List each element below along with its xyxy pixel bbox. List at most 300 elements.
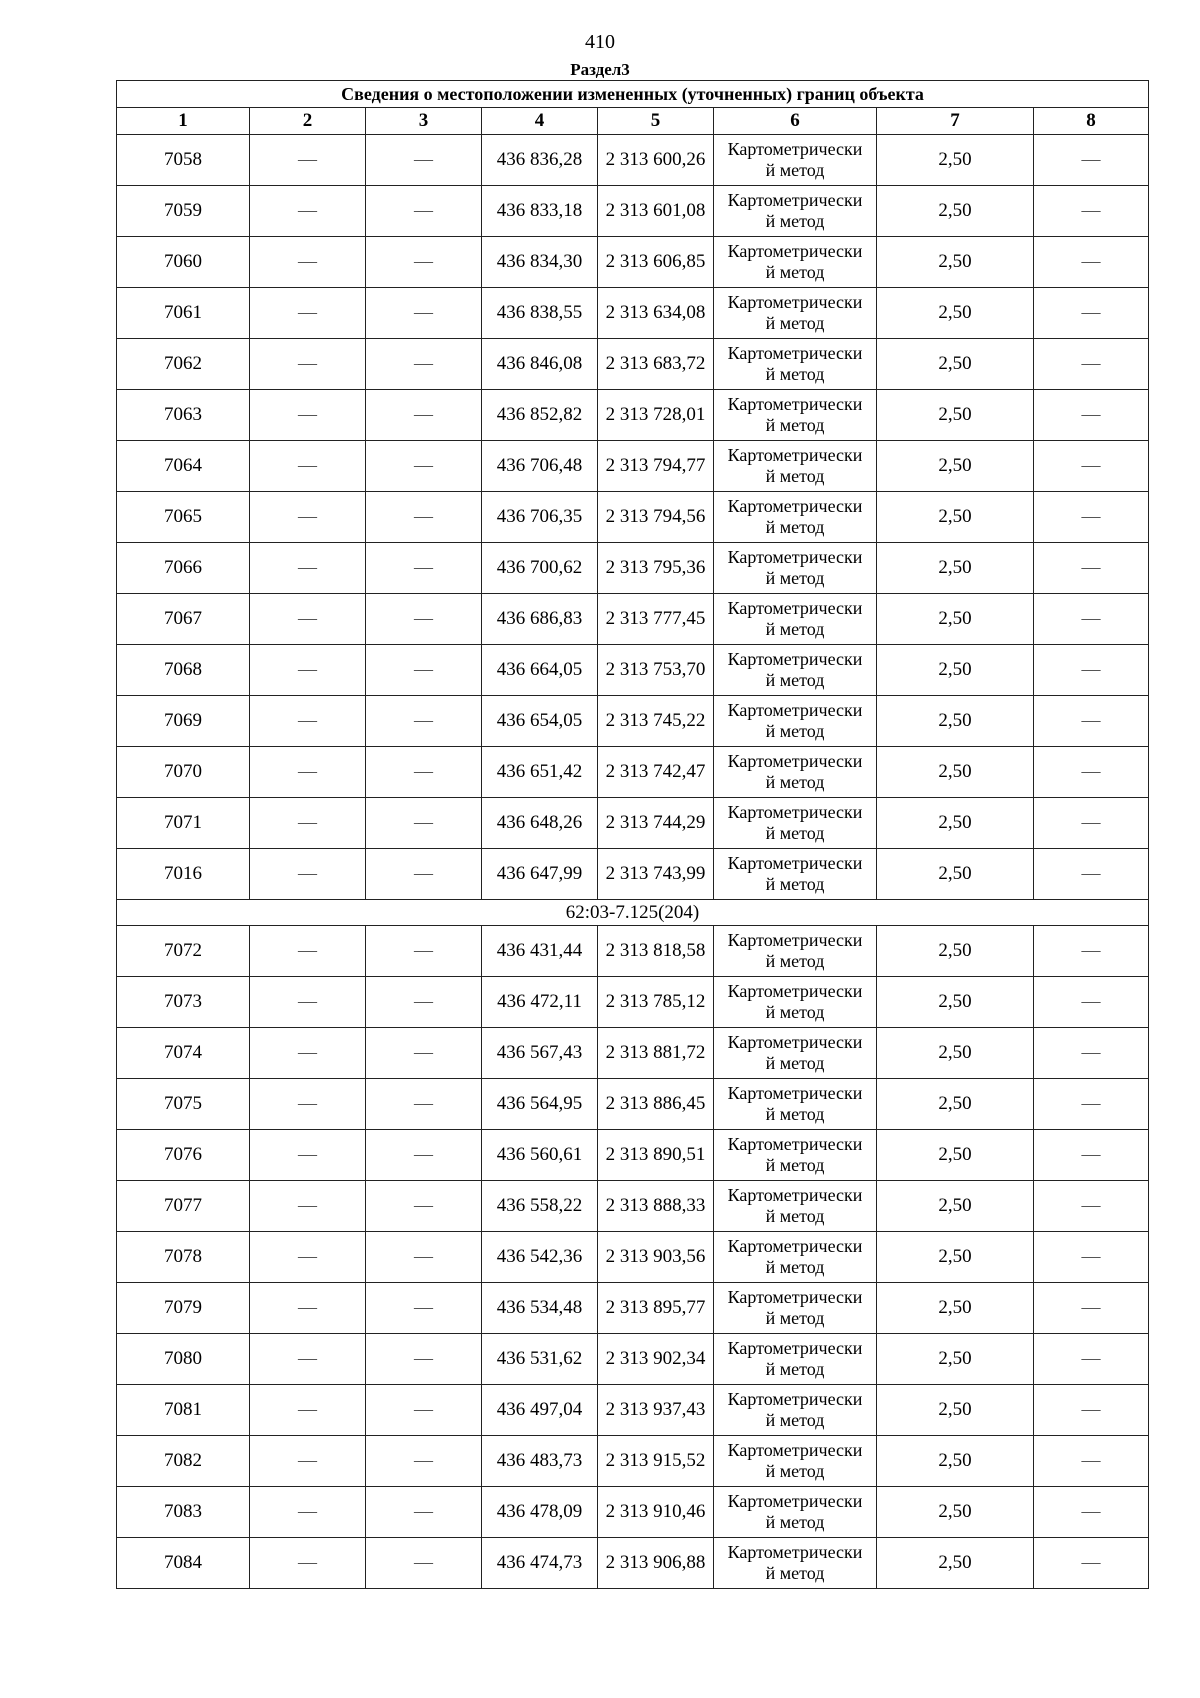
point-number: 7062 bbox=[117, 339, 250, 390]
table-row bbox=[117, 543, 1149, 594]
table-row bbox=[117, 492, 1149, 543]
method-line2: й метод bbox=[765, 1461, 825, 1481]
accuracy: 2,50 bbox=[877, 492, 1034, 543]
point-number: 7074 bbox=[117, 1028, 250, 1079]
col8-dash: — bbox=[1034, 1283, 1149, 1334]
method-line1: Картометрически bbox=[727, 1083, 863, 1103]
col3-dash: — bbox=[366, 186, 482, 237]
col2-dash: — bbox=[250, 977, 366, 1028]
table-row bbox=[117, 441, 1149, 492]
method-line2: й метод bbox=[765, 1257, 825, 1277]
col3-dash: — bbox=[366, 1079, 482, 1130]
coord-y: 2 313 895,77 bbox=[598, 1283, 714, 1334]
col8-dash: — bbox=[1034, 1079, 1149, 1130]
col2-dash: — bbox=[250, 1283, 366, 1334]
method-cell bbox=[714, 237, 877, 288]
col8-dash: — bbox=[1034, 441, 1149, 492]
accuracy: 2,50 bbox=[877, 1385, 1034, 1436]
accuracy: 2,50 bbox=[877, 594, 1034, 645]
table-row bbox=[117, 1130, 1149, 1181]
point-number: 7079 bbox=[117, 1283, 250, 1334]
coord-x: 436 834,30 bbox=[482, 237, 598, 288]
col3-dash: — bbox=[366, 492, 482, 543]
col8-dash: — bbox=[1034, 1334, 1149, 1385]
col8-dash: — bbox=[1034, 1232, 1149, 1283]
method-line1: Картометрически bbox=[727, 1338, 863, 1358]
col8-dash: — bbox=[1034, 186, 1149, 237]
method-cell bbox=[714, 594, 877, 645]
col2-dash: — bbox=[250, 645, 366, 696]
coord-y: 2 313 683,72 bbox=[598, 339, 714, 390]
point-number: 7059 bbox=[117, 186, 250, 237]
col8-dash: — bbox=[1034, 288, 1149, 339]
column-header: 3 bbox=[366, 108, 482, 135]
col8-dash: — bbox=[1034, 1487, 1149, 1538]
method-cell bbox=[714, 1385, 877, 1436]
method-cell bbox=[714, 288, 877, 339]
method-cell bbox=[714, 1028, 877, 1079]
table-row bbox=[117, 1385, 1149, 1436]
col8-dash: — bbox=[1034, 696, 1149, 747]
accuracy: 2,50 bbox=[877, 237, 1034, 288]
coord-x: 436 542,36 bbox=[482, 1232, 598, 1283]
col2-dash: — bbox=[250, 186, 366, 237]
point-number: 7081 bbox=[117, 1385, 250, 1436]
col8-dash: — bbox=[1034, 926, 1149, 977]
table-row bbox=[117, 288, 1149, 339]
method-line2: й метод bbox=[765, 313, 825, 333]
col3-dash: — bbox=[366, 1283, 482, 1334]
method-line2: й метод bbox=[765, 415, 825, 435]
col3-dash: — bbox=[366, 1385, 482, 1436]
coord-y: 2 313 744,29 bbox=[598, 798, 714, 849]
col2-dash: — bbox=[250, 390, 366, 441]
accuracy: 2,50 bbox=[877, 543, 1034, 594]
method-line2: й метод bbox=[765, 951, 825, 971]
table-row bbox=[117, 1487, 1149, 1538]
point-number: 7080 bbox=[117, 1334, 250, 1385]
method-line1: Картометрически bbox=[727, 598, 863, 618]
point-number: 7072 bbox=[117, 926, 250, 977]
col2-dash: — bbox=[250, 1436, 366, 1487]
method-line1: Картометрически bbox=[727, 1134, 863, 1154]
coord-y: 2 313 601,08 bbox=[598, 186, 714, 237]
point-number: 7061 bbox=[117, 288, 250, 339]
col2-dash: — bbox=[250, 288, 366, 339]
method-line1: Картометрически bbox=[727, 547, 863, 567]
method-line1: Картометрически bbox=[727, 853, 863, 873]
coord-x: 436 567,43 bbox=[482, 1028, 598, 1079]
method-line2: й метод bbox=[765, 619, 825, 639]
col2-dash: — bbox=[250, 1028, 366, 1079]
method-line2: й метод bbox=[765, 772, 825, 792]
method-line1: Картометрически bbox=[727, 981, 863, 1001]
accuracy: 2,50 bbox=[877, 926, 1034, 977]
coord-x: 436 706,35 bbox=[482, 492, 598, 543]
coord-x: 436 686,83 bbox=[482, 594, 598, 645]
col3-dash: — bbox=[366, 1232, 482, 1283]
point-number: 7083 bbox=[117, 1487, 250, 1538]
method-cell bbox=[714, 390, 877, 441]
coord-y: 2 313 795,36 bbox=[598, 543, 714, 594]
column-header-row bbox=[117, 108, 1149, 135]
col3-dash: — bbox=[366, 339, 482, 390]
table-row bbox=[117, 926, 1149, 977]
col2-dash: — bbox=[250, 1181, 366, 1232]
method-line1: Картометрически bbox=[727, 190, 863, 210]
coord-y: 2 313 745,22 bbox=[598, 696, 714, 747]
col3-dash: — bbox=[366, 288, 482, 339]
coord-y: 2 313 777,45 bbox=[598, 594, 714, 645]
table-caption-row bbox=[117, 81, 1149, 108]
accuracy: 2,50 bbox=[877, 1283, 1034, 1334]
col8-dash: — bbox=[1034, 798, 1149, 849]
coord-x: 436 483,73 bbox=[482, 1436, 598, 1487]
col2-dash: — bbox=[250, 594, 366, 645]
method-cell bbox=[714, 339, 877, 390]
method-cell bbox=[714, 926, 877, 977]
method-cell bbox=[714, 543, 877, 594]
method-line2: й метод bbox=[765, 670, 825, 690]
table-body bbox=[117, 135, 1149, 1589]
col8-dash: — bbox=[1034, 237, 1149, 288]
col3-dash: — bbox=[366, 645, 482, 696]
method-cell bbox=[714, 135, 877, 186]
coord-y: 2 313 937,43 bbox=[598, 1385, 714, 1436]
method-cell bbox=[714, 1130, 877, 1181]
point-number: 7082 bbox=[117, 1436, 250, 1487]
col2-dash: — bbox=[250, 339, 366, 390]
col8-dash: — bbox=[1034, 1538, 1149, 1589]
point-number: 7076 bbox=[117, 1130, 250, 1181]
table-row bbox=[117, 696, 1149, 747]
method-line1: Картометрически bbox=[727, 445, 863, 465]
column-header: 7 bbox=[877, 108, 1034, 135]
accuracy: 2,50 bbox=[877, 186, 1034, 237]
method-cell bbox=[714, 645, 877, 696]
accuracy: 2,50 bbox=[877, 1079, 1034, 1130]
col3-dash: — bbox=[366, 1181, 482, 1232]
col8-dash: — bbox=[1034, 1028, 1149, 1079]
accuracy: 2,50 bbox=[877, 645, 1034, 696]
method-line2: й метод bbox=[765, 1155, 825, 1175]
col8-dash: — bbox=[1034, 977, 1149, 1028]
col2-dash: — bbox=[250, 849, 366, 900]
accuracy: 2,50 bbox=[877, 1181, 1034, 1232]
coord-x: 436 497,04 bbox=[482, 1385, 598, 1436]
table-row bbox=[117, 849, 1149, 900]
col3-dash: — bbox=[366, 747, 482, 798]
point-number: 7067 bbox=[117, 594, 250, 645]
group-label: 62:03-7.125(204) bbox=[117, 900, 1149, 926]
method-line2: й метод bbox=[765, 1002, 825, 1022]
coord-y: 2 313 634,08 bbox=[598, 288, 714, 339]
col3-dash: — bbox=[366, 441, 482, 492]
accuracy: 2,50 bbox=[877, 441, 1034, 492]
coord-y: 2 313 794,56 bbox=[598, 492, 714, 543]
method-line2: й метод bbox=[765, 874, 825, 894]
col8-dash: — bbox=[1034, 339, 1149, 390]
coord-y: 2 313 886,45 bbox=[598, 1079, 714, 1130]
column-header: 6 bbox=[714, 108, 877, 135]
table-row bbox=[117, 1181, 1149, 1232]
col8-dash: — bbox=[1034, 492, 1149, 543]
col2-dash: — bbox=[250, 1232, 366, 1283]
table-caption: Сведения о местоположении измененных (уточненных) границ объекта bbox=[117, 81, 1149, 108]
point-number: 7065 bbox=[117, 492, 250, 543]
method-cell bbox=[714, 1079, 877, 1130]
accuracy: 2,50 bbox=[877, 1232, 1034, 1283]
col2-dash: — bbox=[250, 492, 366, 543]
col3-dash: — bbox=[366, 849, 482, 900]
point-number: 7077 bbox=[117, 1181, 250, 1232]
method-line2: й метод bbox=[765, 262, 825, 282]
col2-dash: — bbox=[250, 1385, 366, 1436]
method-line2: й метод bbox=[765, 1053, 825, 1073]
column-header: 8 bbox=[1034, 108, 1149, 135]
method-cell bbox=[714, 186, 877, 237]
method-line2: й метод bbox=[765, 1563, 825, 1583]
method-line1: Картометрически bbox=[727, 1491, 863, 1511]
method-line1: Картометрически bbox=[727, 1185, 863, 1205]
method-cell bbox=[714, 492, 877, 543]
coord-x: 436 838,55 bbox=[482, 288, 598, 339]
method-line2: й метод bbox=[765, 1206, 825, 1226]
table-row bbox=[117, 237, 1149, 288]
point-number: 7078 bbox=[117, 1232, 250, 1283]
col2-dash: — bbox=[250, 798, 366, 849]
coord-x: 436 833,18 bbox=[482, 186, 598, 237]
col3-dash: — bbox=[366, 390, 482, 441]
method-line2: й метод bbox=[765, 1512, 825, 1532]
accuracy: 2,50 bbox=[877, 1487, 1034, 1538]
accuracy: 2,50 bbox=[877, 798, 1034, 849]
point-number: 7016 bbox=[117, 849, 250, 900]
table-row bbox=[117, 186, 1149, 237]
column-header: 1 bbox=[117, 108, 250, 135]
method-line1: Картометрически bbox=[727, 241, 863, 261]
coord-y: 2 313 785,12 bbox=[598, 977, 714, 1028]
col8-dash: — bbox=[1034, 543, 1149, 594]
col3-dash: — bbox=[366, 1538, 482, 1589]
method-line2: й метод bbox=[765, 1410, 825, 1430]
point-number: 7063 bbox=[117, 390, 250, 441]
col2-dash: — bbox=[250, 926, 366, 977]
table-row bbox=[117, 1334, 1149, 1385]
table-row bbox=[117, 747, 1149, 798]
method-line1: Картометрически bbox=[727, 649, 863, 669]
method-line1: Картометрически bbox=[727, 343, 863, 363]
method-line2: й метод bbox=[765, 211, 825, 231]
page-number: 410 bbox=[585, 31, 615, 53]
method-cell bbox=[714, 1334, 877, 1385]
method-line2: й метод bbox=[765, 466, 825, 486]
section-title: Раздел3 bbox=[570, 60, 630, 79]
method-line2: й метод bbox=[765, 568, 825, 588]
method-line2: й метод bbox=[765, 721, 825, 741]
table-row bbox=[117, 1028, 1149, 1079]
method-line2: й метод bbox=[765, 823, 825, 843]
coord-y: 2 313 743,99 bbox=[598, 849, 714, 900]
column-header: 4 bbox=[482, 108, 598, 135]
column-header: 5 bbox=[598, 108, 714, 135]
col8-dash: — bbox=[1034, 1130, 1149, 1181]
accuracy: 2,50 bbox=[877, 1028, 1034, 1079]
method-line1: Картометрически bbox=[727, 802, 863, 822]
accuracy: 2,50 bbox=[877, 339, 1034, 390]
col3-dash: — bbox=[366, 1487, 482, 1538]
col3-dash: — bbox=[366, 977, 482, 1028]
table-row bbox=[117, 1079, 1149, 1130]
col2-dash: — bbox=[250, 1334, 366, 1385]
method-line1: Картометрически bbox=[727, 394, 863, 414]
col3-dash: — bbox=[366, 1334, 482, 1385]
col8-dash: — bbox=[1034, 1436, 1149, 1487]
coord-x: 436 664,05 bbox=[482, 645, 598, 696]
point-number: 7068 bbox=[117, 645, 250, 696]
coord-x: 436 478,09 bbox=[482, 1487, 598, 1538]
coord-y: 2 313 888,33 bbox=[598, 1181, 714, 1232]
coord-y: 2 313 902,34 bbox=[598, 1334, 714, 1385]
point-number: 7073 bbox=[117, 977, 250, 1028]
table-row bbox=[117, 1436, 1149, 1487]
method-cell bbox=[714, 1283, 877, 1334]
method-cell bbox=[714, 1232, 877, 1283]
table-row bbox=[117, 135, 1149, 186]
coord-y: 2 313 906,88 bbox=[598, 1538, 714, 1589]
col8-dash: — bbox=[1034, 747, 1149, 798]
accuracy: 2,50 bbox=[877, 1436, 1034, 1487]
method-line1: Картометрически bbox=[727, 292, 863, 312]
method-line1: Картометрически bbox=[727, 751, 863, 771]
coord-y: 2 313 600,26 bbox=[598, 135, 714, 186]
coord-y: 2 313 818,58 bbox=[598, 926, 714, 977]
table-row bbox=[117, 1232, 1149, 1283]
col3-dash: — bbox=[366, 543, 482, 594]
table-row bbox=[117, 798, 1149, 849]
col2-dash: — bbox=[250, 135, 366, 186]
coordinates-table bbox=[116, 80, 1149, 1589]
col2-dash: — bbox=[250, 696, 366, 747]
coord-y: 2 313 606,85 bbox=[598, 237, 714, 288]
col3-dash: — bbox=[366, 696, 482, 747]
accuracy: 2,50 bbox=[877, 849, 1034, 900]
coord-x: 436 836,28 bbox=[482, 135, 598, 186]
coord-x: 436 474,73 bbox=[482, 1538, 598, 1589]
col3-dash: — bbox=[366, 237, 482, 288]
col8-dash: — bbox=[1034, 135, 1149, 186]
col2-dash: — bbox=[250, 237, 366, 288]
table-row bbox=[117, 390, 1149, 441]
coord-x: 436 560,61 bbox=[482, 1130, 598, 1181]
coord-x: 436 564,95 bbox=[482, 1079, 598, 1130]
method-cell bbox=[714, 977, 877, 1028]
coord-x: 436 706,48 bbox=[482, 441, 598, 492]
method-cell bbox=[714, 441, 877, 492]
method-line1: Картометрически bbox=[727, 1032, 863, 1052]
point-number: 7066 bbox=[117, 543, 250, 594]
coord-y: 2 313 794,77 bbox=[598, 441, 714, 492]
coord-x: 436 472,11 bbox=[482, 977, 598, 1028]
method-line1: Картометрически bbox=[727, 1542, 863, 1562]
method-line1: Картометрически bbox=[727, 139, 863, 159]
accuracy: 2,50 bbox=[877, 696, 1034, 747]
col2-dash: — bbox=[250, 747, 366, 798]
coord-y: 2 313 753,70 bbox=[598, 645, 714, 696]
coord-y: 2 313 728,01 bbox=[598, 390, 714, 441]
col3-dash: — bbox=[366, 594, 482, 645]
accuracy: 2,50 bbox=[877, 977, 1034, 1028]
col3-dash: — bbox=[366, 1436, 482, 1487]
col2-dash: — bbox=[250, 543, 366, 594]
point-number: 7058 bbox=[117, 135, 250, 186]
column-header: 2 bbox=[250, 108, 366, 135]
method-cell bbox=[714, 1538, 877, 1589]
method-line2: й метод bbox=[765, 364, 825, 384]
col3-dash: — bbox=[366, 1028, 482, 1079]
coord-x: 436 648,26 bbox=[482, 798, 598, 849]
point-number: 7075 bbox=[117, 1079, 250, 1130]
col3-dash: — bbox=[366, 926, 482, 977]
col2-dash: — bbox=[250, 1538, 366, 1589]
method-cell bbox=[714, 1436, 877, 1487]
col3-dash: — bbox=[366, 798, 482, 849]
method-line2: й метод bbox=[765, 1359, 825, 1379]
method-line2: й метод bbox=[765, 1308, 825, 1328]
accuracy: 2,50 bbox=[877, 1130, 1034, 1181]
accuracy: 2,50 bbox=[877, 288, 1034, 339]
table-row bbox=[117, 594, 1149, 645]
col3-dash: — bbox=[366, 1130, 482, 1181]
method-cell bbox=[714, 696, 877, 747]
group-label-row bbox=[117, 900, 1149, 926]
coord-x: 436 852,82 bbox=[482, 390, 598, 441]
point-number: 7070 bbox=[117, 747, 250, 798]
table-row bbox=[117, 977, 1149, 1028]
col2-dash: — bbox=[250, 1487, 366, 1538]
coord-x: 436 654,05 bbox=[482, 696, 598, 747]
col2-dash: — bbox=[250, 1079, 366, 1130]
method-cell bbox=[714, 849, 877, 900]
coord-x: 436 846,08 bbox=[482, 339, 598, 390]
coord-y: 2 313 910,46 bbox=[598, 1487, 714, 1538]
method-cell bbox=[714, 747, 877, 798]
method-line1: Картометрически bbox=[727, 930, 863, 950]
coord-y: 2 313 881,72 bbox=[598, 1028, 714, 1079]
coord-x: 436 651,42 bbox=[482, 747, 598, 798]
coord-x: 436 531,62 bbox=[482, 1334, 598, 1385]
col8-dash: — bbox=[1034, 1181, 1149, 1232]
method-line2: й метод bbox=[765, 1104, 825, 1124]
method-cell bbox=[714, 798, 877, 849]
point-number: 7071 bbox=[117, 798, 250, 849]
coord-y: 2 313 890,51 bbox=[598, 1130, 714, 1181]
accuracy: 2,50 bbox=[877, 390, 1034, 441]
method-cell bbox=[714, 1181, 877, 1232]
accuracy: 2,50 bbox=[877, 135, 1034, 186]
method-cell bbox=[714, 1487, 877, 1538]
coord-y: 2 313 903,56 bbox=[598, 1232, 714, 1283]
method-line1: Картометрически bbox=[727, 1389, 863, 1409]
coord-x: 436 647,99 bbox=[482, 849, 598, 900]
table-row bbox=[117, 645, 1149, 696]
table-row bbox=[117, 339, 1149, 390]
coord-x: 436 700,62 bbox=[482, 543, 598, 594]
method-line1: Картометрически bbox=[727, 1440, 863, 1460]
method-line1: Картометрически bbox=[727, 1236, 863, 1256]
point-number: 7060 bbox=[117, 237, 250, 288]
point-number: 7069 bbox=[117, 696, 250, 747]
